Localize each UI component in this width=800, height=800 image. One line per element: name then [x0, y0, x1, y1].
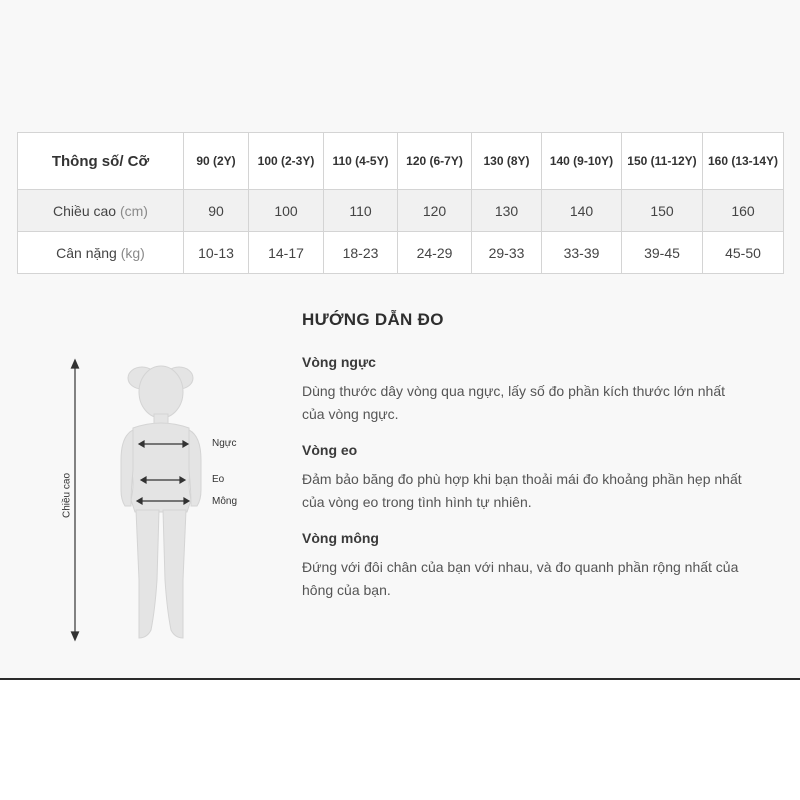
table-cell: 90: [184, 190, 249, 232]
guide-title: HƯỚNG DẪN ĐO: [302, 310, 444, 329]
size-header: 110 (4-5Y): [324, 133, 398, 190]
table-cell: 29-33: [472, 232, 542, 274]
guide-item-text: Đảm bảo băng đo phù hợp khi bạn thoải mái đo khoảng phần hẹp nhất của vòng eo trong tình hình tự nhiên.: [302, 471, 742, 510]
guide-item-text: Đứng với đôi chân của bạn với nhau, và đo quanh phần rộng nhất của hông của bạn.: [302, 559, 739, 598]
table-header-row: [18, 133, 784, 190]
guide-item-title: Vòng eo: [302, 442, 358, 458]
table-cell: 120: [398, 190, 472, 232]
size-header: 160 (13-14Y): [703, 133, 784, 190]
table-cell: 140: [542, 190, 622, 232]
child-silhouette: [121, 366, 201, 638]
hip-label: Mông: [212, 496, 238, 507]
table-cell: 160: [703, 190, 784, 232]
row-label-text: Cân nặng: [56, 244, 117, 261]
row-label: [18, 232, 184, 274]
table-cell: 130: [472, 190, 542, 232]
row-unit: (kg): [120, 244, 145, 261]
table-cell: 150: [622, 190, 703, 232]
guide-item-chest: [302, 354, 742, 426]
table-cell: 45-50: [703, 232, 784, 274]
size-table: [17, 132, 784, 274]
measurement-guide: [302, 310, 742, 618]
chest-label: Ngực: [212, 438, 237, 449]
guide-item-title: Vòng ngực: [302, 354, 376, 370]
table-cell: 14-17: [249, 232, 324, 274]
header-label: Thông số/ Cỡ: [18, 133, 184, 190]
height-label: Chiều cao: [61, 472, 73, 519]
height-arrow: [72, 360, 79, 640]
guide-item-title: Vòng mông: [302, 530, 379, 546]
guide-item-waist: [302, 442, 742, 514]
table-cell: 110: [324, 190, 398, 232]
table-cell: 18-23: [324, 232, 398, 274]
size-header: 90 (2Y): [184, 133, 249, 190]
table-cell: 24-29: [398, 232, 472, 274]
guide-item-text: Dùng thước dây vòng qua ngực, lấy số đo phần kích thước lớn nhất của vòng ngực.: [302, 383, 726, 422]
table-cell: 10-13: [184, 232, 249, 274]
row-label: [18, 190, 184, 232]
table-row-weight: [18, 232, 784, 274]
table-cell: 100: [249, 190, 324, 232]
waist-label: Eo: [212, 474, 225, 485]
guide-item-hip: [302, 530, 742, 602]
row-unit: (cm): [119, 202, 148, 219]
table-cell: 33-39: [542, 232, 622, 274]
size-header: 140 (9-10Y): [542, 133, 622, 190]
size-header: 120 (6-7Y): [398, 133, 472, 190]
measurement-figure: [55, 350, 265, 650]
size-header: 130 (8Y): [472, 133, 542, 190]
table-row-height: [18, 190, 784, 232]
size-header: 100 (2-3Y): [249, 133, 324, 190]
row-label-text: Chiều cao: [53, 202, 117, 219]
table-cell: 39-45: [622, 232, 703, 274]
size-header: 150 (11-12Y): [622, 133, 703, 190]
